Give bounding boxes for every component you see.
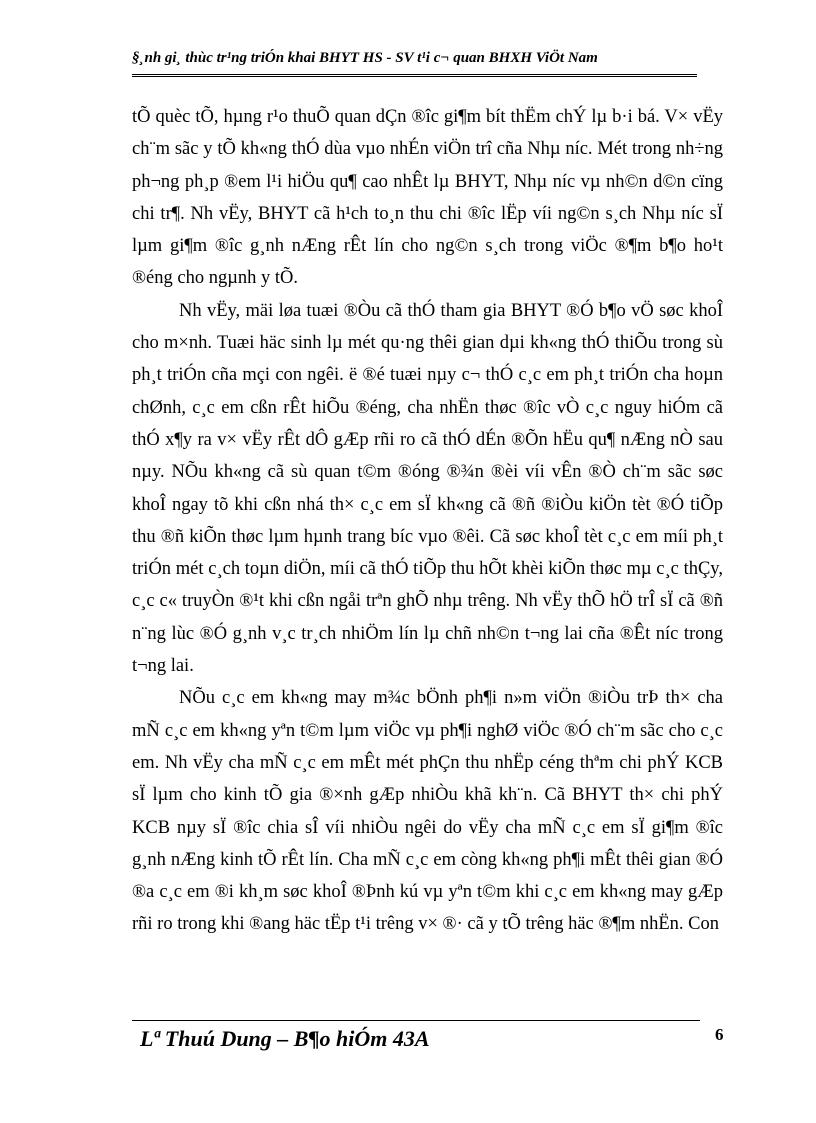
header-rule: [132, 74, 697, 77]
body-text: [132, 101, 723, 941]
paragraph: tÕ quèc tÕ, hµng r¹o thuÕ quan dÇn ®îc gi¶m bít thËm chÝ lµ b·i bá. V× vËy ch¨m sãc y tÕ kh«ng thÓ dùa vµo nhÉn viÖn trî cña Nhµ níc. Mét trong nh÷ng ph¬ng ph¸p ®em l¹i hiÖu qu¶ cao nhÊt lµ BHYT, Nhµ níc vµ nh©n d©n cïng chi tr¶. Nh vËy, BHYT cã h¹ch to¸n thu chi ®îc lËp víi ng©n s¸ch Nhµ níc sÏ lµm gi¶m ®îc g¸nh nÆng rÊt lín cho ng©n s¸ch trong viÖc ®¶m b¶o ho¹t ®éng cho ngµnh y tÕ.: [132, 107, 723, 289]
page-number: 6: [715, 1025, 724, 1044]
running-header: §¸nh gi¸ thùc tr¹ng triÓn khai BHYT HS - SV t¹i c¬ quan BHXH ViÖt Nam: [132, 50, 598, 66]
footer-author: Lª Thuú Dung – B¶o hiÓm 43A: [140, 1026, 430, 1051]
paragraph: NÕu c¸c em kh«ng may m¾c bÖnh ph¶i n»m viÖn ®iÒu trÞ th× cha mÑ c¸c em kh«ng yªn t©m lµm viÖc vµ ph¶i nghØ viÖc ®Ó ch¨m sãc cho c¸c em. Nh vËy cha mÑ c¸c em mÊt mét phÇn thu nhËp céng thªm chi phÝ KCB sÏ lµm cho kinh tÕ gia ®×nh gÆp nhiÒu khã kh¨n. Cã BHYT th× chi phÝ KCB nµy sÏ ®îc chia sÎ víi nhiÒu ngêi do vËy cha mÑ c¸c em sÏ gi¶m ®îc g¸nh nÆng kinh tÕ rÊt lín. Cha mÑ c¸c em còng kh«ng ph¶i mÊt thêi gian ®Ó ®a c¸c em ®i kh¸m søc khoÎ ®Þnh kú vµ yªn t©m khi c¸c em kh«ng may gÆp rñi ro trong khi ®ang häc tËp t¹i trêng v× ®· cã y tÕ trêng häc ®¶m nhËn. Con: [132, 688, 723, 935]
footer-rule: [132, 1020, 700, 1021]
paragraph: Nh vËy, mäi løa tuæi ®Òu cã thÓ tham gia BHYT ®Ó b¶o vÖ søc khoÎ cho m×nh. Tuæi häc sinh lµ mét qu·ng thêi gian dµi kh«ng thÓ thiÕu trong sù ph¸t triÓn cña mçi con ngêi. ë ®é tuæi nµy c¬ thÓ c¸c em ph¸t triÓn cha hoµn chØnh, c¸c em cßn rÊt hiÕu ®éng, cha nhËn thøc ®îc vÒ c¸c nguy hiÓm cã thÓ x¶y ra v× vËy rÊt dÔ gÆp rñi ro cã thÓ dÉn ®Õn hËu qu¶ nÆng nÒ sau nµy. NÕu kh«ng cã sù quan t©m ®óng ®¾n ®èi víi vÊn ®Ò ch¨m sãc søc khoÎ ngay tõ khi cßn nhá th× c¸c em sÏ kh«ng cã ®ñ ®iÒu kiÖn tèt ®Ó tiÕp thu ®ñ kiÕn thøc lµm hµnh trang bíc vµo ®êi. Cã søc khoÎ tèt c¸c em míi ph¸t triÓn mét c¸ch toµn diÖn, míi cã thÓ tiÕp thu hÕt khèi kiÕn thøc mµ c¸c thÇy, c¸c c« truyÒn ®¹t khi cßn ngåi trªn ghÕ nhµ trêng. Nh vËy thÕ hÖ trÎ sÏ cã ®ñ n¨ng lùc ®Ó g¸nh v¸c tr¸ch nhiÖm lín lµ chñ nh©n t¬ng lai cña ®Êt níc trong t¬ng lai.: [132, 300, 723, 677]
